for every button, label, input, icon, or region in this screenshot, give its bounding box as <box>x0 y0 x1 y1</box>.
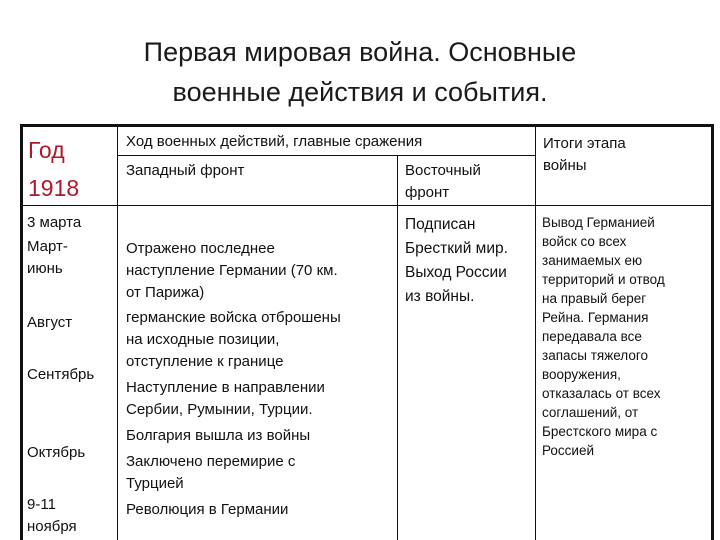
results-column <box>542 213 712 460</box>
year-value: 1918 <box>28 175 80 201</box>
eastern-event-line: Выход России <box>405 264 507 281</box>
western-event-line: отступление к границе <box>126 353 284 370</box>
western-event-line: Наступление в направлении <box>126 379 325 396</box>
western-event-line: Болгария вышла из войны <box>126 427 311 444</box>
page-title <box>60 32 660 112</box>
result-line: на правый берег <box>542 291 647 306</box>
result-line: соглашений, от <box>542 405 639 420</box>
result-line: передавала все <box>542 329 642 344</box>
result-line: Вывод Германией <box>542 215 655 230</box>
western-event-line: наступление Германии (70 км. <box>126 262 338 279</box>
column-divider-west-east <box>397 155 398 540</box>
column-divider-results <box>535 127 536 540</box>
events-table <box>20 124 714 540</box>
military-actions-header: Ход военных действий, главные сражения <box>126 133 423 150</box>
title-line-2: военные действия и события. <box>172 77 548 107</box>
western-event-line: от Парижа) <box>126 284 205 301</box>
western-event-line: Революция в Германии <box>126 501 289 518</box>
eastern-front-header-line-2: фронт <box>405 184 450 201</box>
result-line: войск со всех <box>542 234 627 249</box>
western-front-header: Западный фронт <box>126 162 245 179</box>
result-line: Брестского мира с <box>542 424 658 439</box>
eastern-front-column <box>405 213 540 309</box>
eastern-front-header <box>405 160 535 204</box>
result-line: отказалась от всех <box>542 386 661 401</box>
eastern-event-line: Бресткий мир. <box>405 240 508 257</box>
date-item: 3 марта <box>27 214 82 231</box>
western-event-line: на исходные позиции, <box>126 331 280 348</box>
header-divider-body <box>23 205 711 206</box>
result-line: Рейна. Германия <box>542 310 649 325</box>
date-item: Август <box>27 314 73 331</box>
year-label: Год <box>28 137 65 163</box>
eastern-front-header-line-1: Восточный <box>405 162 481 179</box>
western-event-line: Заключено перемирие с <box>126 453 296 470</box>
western-event-line: Отражено последнее <box>126 240 275 257</box>
result-line: вооружения, <box>542 367 621 382</box>
western-event-line: Сербии, Румынии, Турции. <box>126 401 313 418</box>
results-header-line-1: Итоги этапа <box>543 135 626 152</box>
western-event-line: Турцией <box>126 475 184 492</box>
date-item: Сентябрь <box>27 366 95 383</box>
eastern-event-line: Подписан <box>405 216 476 233</box>
result-line: территорий и отвод <box>542 272 665 287</box>
date-item: июнь <box>27 260 63 277</box>
header-divider-sub <box>117 155 535 156</box>
result-line: запасы тяжелого <box>542 348 648 363</box>
results-header-line-2: войны <box>543 157 587 174</box>
date-item: ноября <box>27 518 77 535</box>
result-line: занимаемых ею <box>542 253 643 268</box>
column-divider-year <box>117 127 118 540</box>
results-header <box>543 133 703 177</box>
result-line: Россией <box>542 443 595 458</box>
eastern-event-line: из войны. <box>405 288 475 305</box>
date-item: Март- <box>27 238 68 255</box>
date-item: Октябрь <box>27 444 86 461</box>
date-item: 9-11 <box>27 496 56 513</box>
title-line-1: Первая мировая война. Основные <box>143 37 577 67</box>
western-event-line: германские войска отброшены <box>126 309 341 326</box>
year-header <box>28 131 79 207</box>
